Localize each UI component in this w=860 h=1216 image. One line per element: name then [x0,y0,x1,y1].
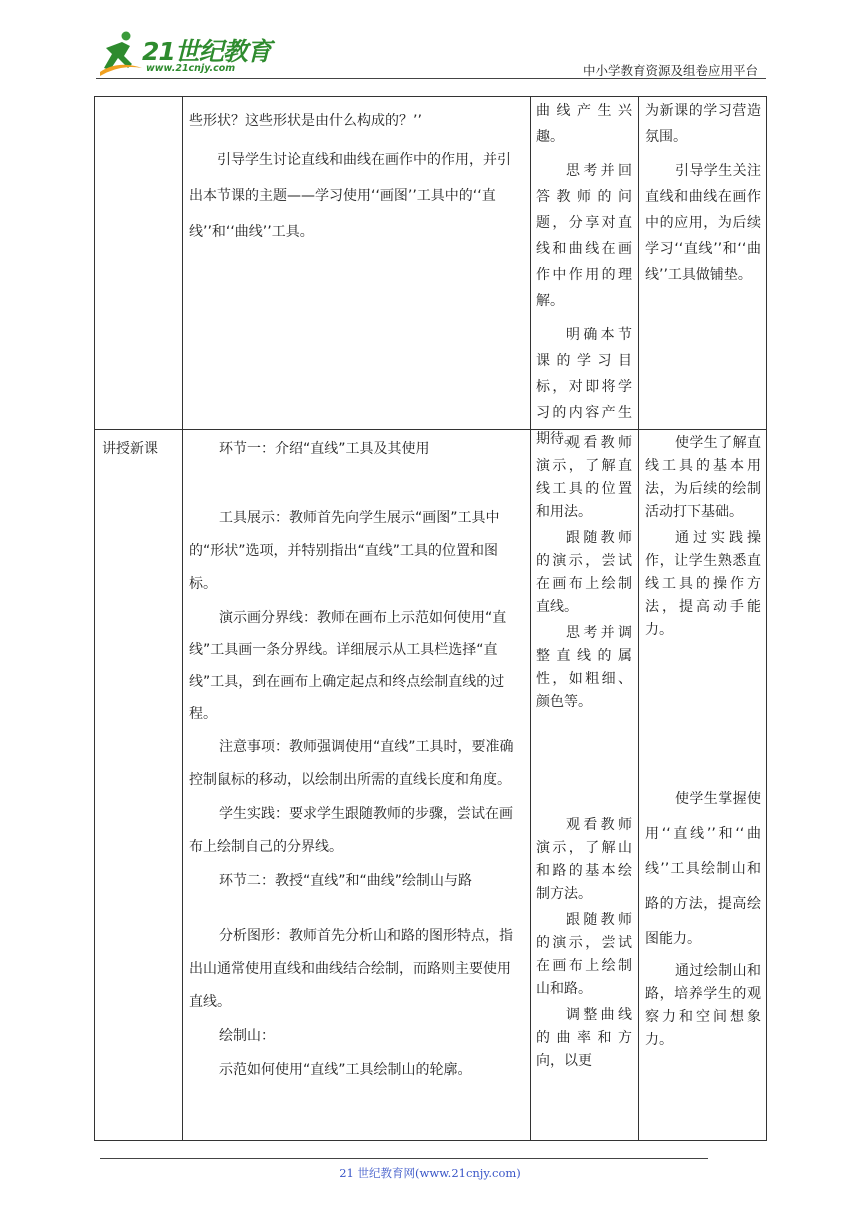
table-border-bottom [94,1140,767,1141]
row2-teacher-activity [189,436,524,1087]
paragraph: 观看教师演示，了解直线工具的位置和用法。 [536,435,632,520]
paragraph: 使学生掌握使用‘‘直线’’和‘‘曲线’’工具绘制山和路的方法，提高绘图能力。 [645,791,761,947]
runner-logo-icon [96,30,146,78]
paragraph: 学生实践：要求学生跟随教师的步骤，尝试在画布上绘制自己的分界线。 [189,806,513,855]
paragraph: 跟随教师的演示，尝试在画布上绘制直线。 [536,530,632,615]
header-divider [96,78,766,79]
col-border [766,96,767,1141]
paragraph: 演示画分界线：教师在画布上示范如何使用“直线”工具画一条分界线。详细展示从工具栏选择“直线”工具，到在画布上确定起点和终点绘制直线的过程。 [189,610,507,722]
row-divider [94,429,767,430]
col-border [638,96,639,1141]
paragraph: 绘制山： [219,1028,275,1044]
paragraph: 曲线产生兴趣。 [536,103,632,145]
row1-student-activity [536,98,632,452]
paragraph: 思考并回答教师的问题，分享对直线和曲线在画作中作用的理解。 [536,163,632,309]
col-border [182,96,183,1141]
logo-url: www.21cnjy.com [146,63,236,74]
row2-design-intent [645,432,761,1052]
row1-teacher-activity [189,108,524,250]
paragraph: 引导学生讨论直线和曲线在画作中的作用，并引出本节课的主题——学习使用‘‘画图’’工具中的‘‘直线’’和‘‘曲线’’工具。 [189,152,511,240]
footer-link[interactable]: 21 世纪教育网(www.21cnjy.com) [339,1166,521,1180]
paragraph: 工具展示：教师首先向学生展示“画图”工具中的“形状”选项，并特别指出“直线”工具的位置和图标。 [189,510,500,592]
paragraph: 调整曲线的曲率和方向，以更 [536,1007,632,1069]
row-label-new-lesson: 讲授新课 [102,441,158,457]
section-heading: 环节二：教授“直线”和“曲线”绘制山与路 [219,873,473,889]
table-border-top [94,96,767,97]
paragraph: 明确本节课的学习目标，对即将学习的内容产生期待。 [536,327,632,447]
platform-name: 中小学教育资源及组卷应用平台 [582,63,758,78]
paragraph: 引导学生关注直线和曲线在画作中的应用，为后续学习‘‘直线’’和‘‘曲线’’工具做铺垫。 [645,163,761,283]
col-border [94,96,95,1141]
paragraph: 通过实践操作，让学生熟悉直线工具的操作方法，提高动手能力。 [645,530,761,638]
logo-text: 21世纪教育 [142,37,271,66]
site-logo[interactable] [96,30,271,78]
paragraph: 思考并调整直线的属性，如粗细、颜色等。 [536,625,632,710]
paragraph: 示范如何使用“直线”工具绘制山的轮廓。 [219,1062,472,1078]
paragraph: 使学生了解直线工具的基本用法，为后续的绘制活动打下基础。 [645,435,761,520]
lesson-table [94,96,767,1141]
paragraph: 通过绘制山和路，培养学生的观察力和空间想象力。 [645,963,761,1048]
section-heading: 环节一：介绍“直线”工具及其使用 [219,441,430,457]
col-border [530,96,531,1141]
paragraph: 观看教师演示，了解山和路的基本绘制方法。 [536,817,632,902]
paragraph: 些形状？这些形状是由什么构成的？’’ [189,113,422,129]
footer-divider [100,1158,708,1159]
paragraph: 跟随教师的演示，尝试在画布上绘制山和路。 [536,912,632,997]
paragraph: 注意事项：教师强调使用“直线”工具时，要准确控制鼠标的移动，以绘制出所需的直线长度和角度。 [189,739,514,788]
page-header [0,0,860,80]
paragraph: 分析图形：教师首先分析山和路的图形特点，指出山通常使用直线和曲线结合绘制，而路则主要使用直线。 [189,928,513,1010]
row2-student-activity [536,432,632,1073]
row1-design-intent [645,98,761,288]
paragraph: 为新课的学习营造氛围。 [645,103,761,145]
